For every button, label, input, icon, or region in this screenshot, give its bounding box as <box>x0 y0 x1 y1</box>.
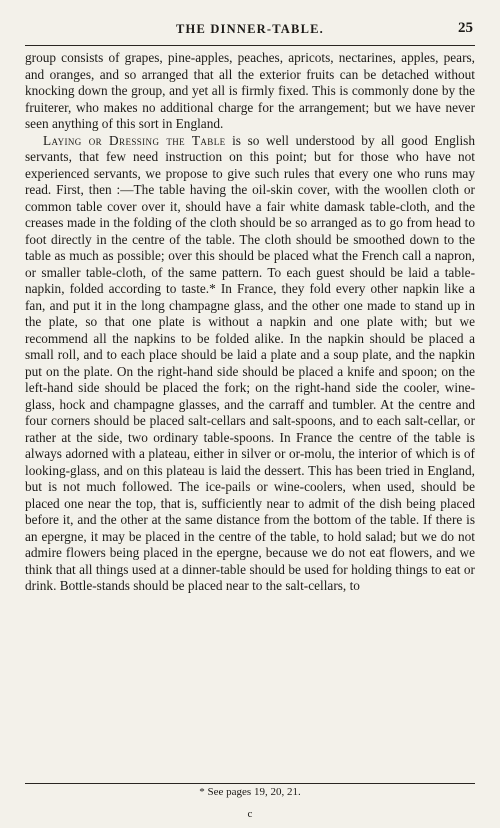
page-header <box>25 20 475 42</box>
paragraph-text: group consists of grapes, pine-apples, peaches, apricots, nectarines, apples, pears, and oranges, and so arranged that all the exterior fruits can be detached without knocking down the group, and yet all is firmly fixed. This is commonly done by the fruiterer, who makes no additional charge for the arrangement; but we have never seen anything of this sort in England. <box>25 50 475 131</box>
footnote-rule <box>25 783 475 784</box>
paragraph <box>25 133 475 595</box>
paragraph <box>25 50 475 133</box>
page-number: 25 <box>458 20 473 36</box>
paragraph-lead: Laying or Dressing the Table <box>43 132 226 148</box>
paragraph-text: is so well understood by all good English servants, that few need instruction on this point; but for those who have not experienced servants, we propose to give such rules that every one who runs may read. First, then :—The table having the oil-skin cover, with the woollen cloth or common table cover over it, should have a fair white damask table-cloth, and the creases made in the folding of the cloth should be so arranged as to go from head to foot directly in the centre of the table. The cloth should be smoothed down to the table as much as possible; over this should be placed what the French call a napron, or smaller table-cloth, of the same pattern. To each guest should be laid a table-napkin, folded according to taste.* In France, they fold every other napkin like a fan, and put it in the long champagne glass, and the other one made to stand up in the plate, so that one plate is without a napkin and one plate with; but we recommend all the napkins to be folded alike. In the napkin should be placed a small roll, and to each place should be laid a plate and a soup plate, and the napkin put on the plate. On the right-hand side should be placed a knife and spoon; on the left-hand side should be placed the fork; on the right-hand side the cooler, wine-glass, hock and champagne glasses, and the carraff and tumbler. At the centre and four corners should be placed salt-cellars and salt-spoons, and to each salt-cellar, or rather at the side, two ordinary table-spoons. In France the centre of the table is always adorned with a plateau, either in silver or or-molu, the interior of which is of looking-glass, and on this plateau is laid the dessert. This has been tried in England, but is not much followed. The ice-pails or wine-coolers, when used, should be placed one near the top, that is, sufficiently near to admit of the dish being placed before it, and the other at the same distance from the bottom of the table. If there is an epergne, it may be placed in the centre of the table, to hold salad; but we do not admire flowers being placed in the epergne, because we do not eat flowers, and we think that all things used at a dinner-table should be used for holding things to eat or drink. Bottle-stands should be placed near to the salt-cellars, to <box>25 132 475 593</box>
footnote: * See pages 19, 20, 21. <box>199 786 301 798</box>
header-rule <box>25 45 475 46</box>
body-text <box>25 50 475 595</box>
running-title: THE DINNER-TABLE. <box>176 22 324 36</box>
signature-mark: c <box>247 808 253 820</box>
